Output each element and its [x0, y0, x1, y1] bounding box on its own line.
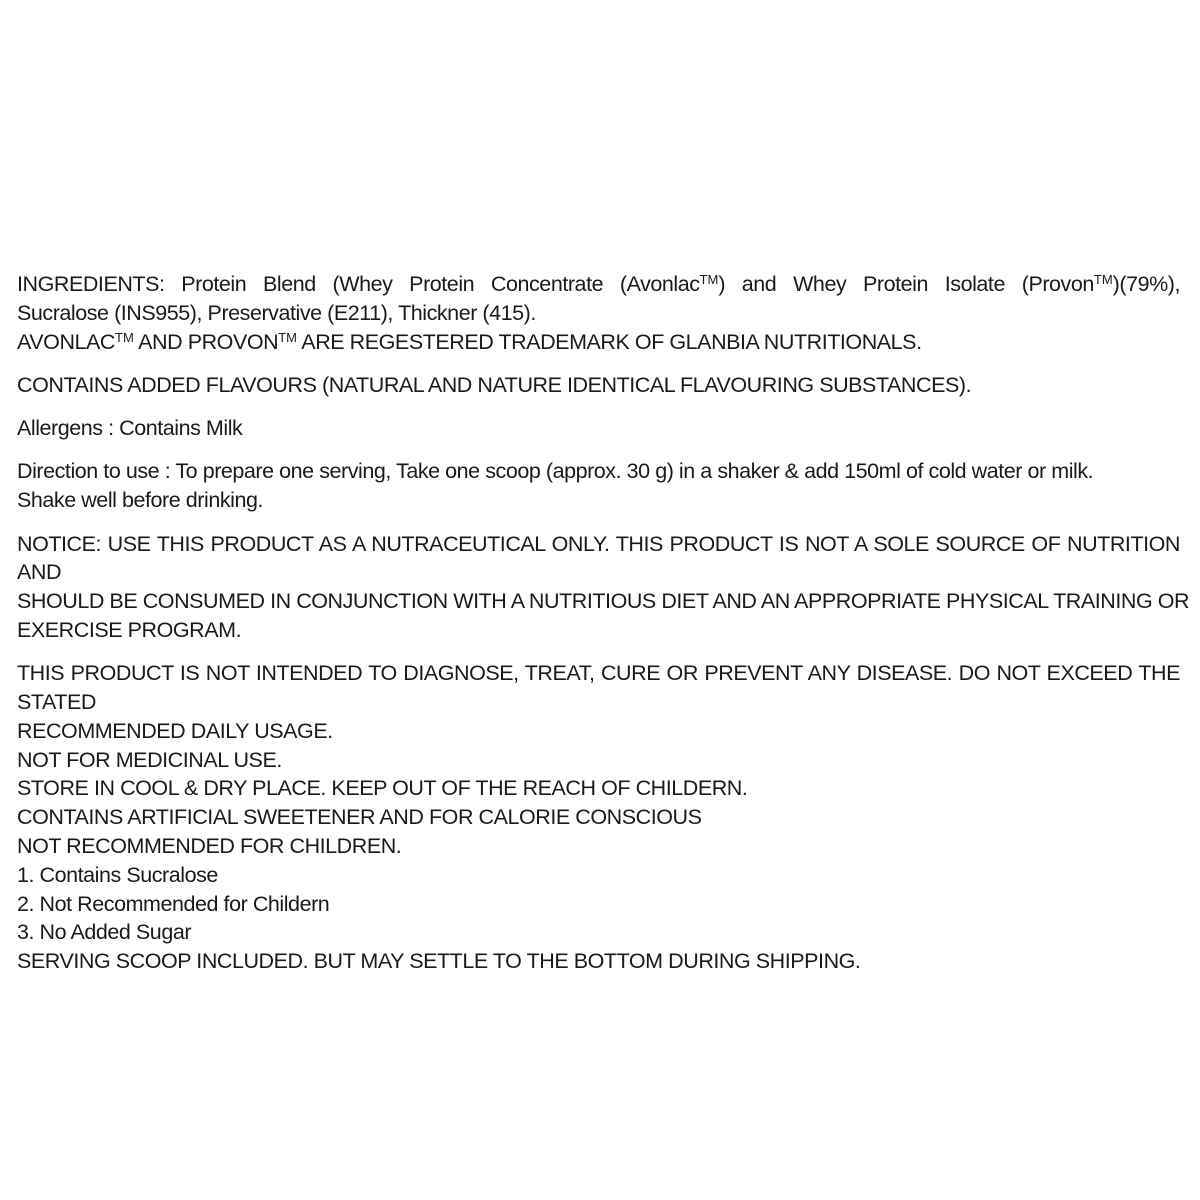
direction-line-2: Shake well before drinking. — [17, 488, 263, 513]
notice-line-1: NOTICE: USE THIS PRODUCT AS A NUTRACEUTICAL ONLY. THIS PRODUCT IS NOT A SOLE SOURCE OF NUTRITION AND — [17, 531, 1180, 585]
warnings-section — [17, 659, 1180, 976]
notice-line-2: SHOULD BE CONSUMED IN CONJUNCTION WITH A NUTRITIOUS DIET AND AN APPROPRIATE PHYSICAL TRAINING OR — [17, 589, 1190, 614]
notice-section — [17, 530, 1190, 645]
warning-line: STORE IN COOL & DRY PLACE. KEEP OUT OF THE REACH OF CHILDERN. — [17, 776, 748, 801]
trademark-statement: AVONLAC™ AND PROVON™ ARE REGESTERED TRADEMARK OF GLANBIA NUTRITIONALS. — [17, 329, 922, 354]
allergens-statement: Allergens : Contains Milk — [17, 416, 243, 441]
trademark-mark: TM — [1093, 271, 1113, 287]
ingredients-line-2: Sucralose (INS955), Preservative (E211), Thickner (415). — [17, 300, 536, 325]
ingredients-section — [17, 270, 1180, 356]
notice-line-3: EXERCISE PROGRAM. — [17, 617, 242, 642]
trademark-mark: TM — [115, 329, 134, 345]
list-item: 2. Not Recommended for Childern — [17, 891, 330, 916]
warning-line: CONTAINS ARTIFICIAL SWEETENER AND FOR CALORIE CONSCIOUS — [17, 805, 702, 830]
product-label-text — [17, 270, 1190, 991]
direction-section — [17, 457, 1180, 515]
trademark-mark: TM — [278, 329, 297, 345]
warning-line: SERVING SCOOP INCLUDED. BUT MAY SETTLE TO THE BOTTOM DURING SHIPPING. — [17, 949, 861, 974]
direction-line-1: Direction to use : To prepare one serving, Take one scoop (approx. 30 g) in a shaker & add 150ml of cold water or milk. — [17, 459, 1094, 484]
list-item: 3. No Added Sugar — [17, 920, 192, 945]
trademark-mark: TM — [699, 271, 719, 287]
warning-line: NOT RECOMMENDED FOR CHILDREN. — [17, 834, 402, 859]
warning-line: THIS PRODUCT IS NOT INTENDED TO DIAGNOSE, TREAT, CURE OR PREVENT ANY DISEASE. DO NOT EXCEED THE STATED — [17, 661, 1180, 715]
warning-line: NOT FOR MEDICINAL USE. — [17, 747, 282, 772]
warning-line: RECOMMENDED DAILY USAGE. — [17, 718, 333, 743]
ingredients-line-1: INGREDIENTS: Protein Blend (Whey Protein Concentrate (Avonlac™) and Whey Protein Isolate (Provon™)(79%), — [17, 271, 1180, 296]
flavours-statement: CONTAINS ADDED FLAVOURS (NATURAL AND NATURE IDENTICAL FLAVOURING SUBSTANCES). — [17, 372, 972, 397]
list-item: 1. Contains Sucralose — [17, 862, 218, 887]
